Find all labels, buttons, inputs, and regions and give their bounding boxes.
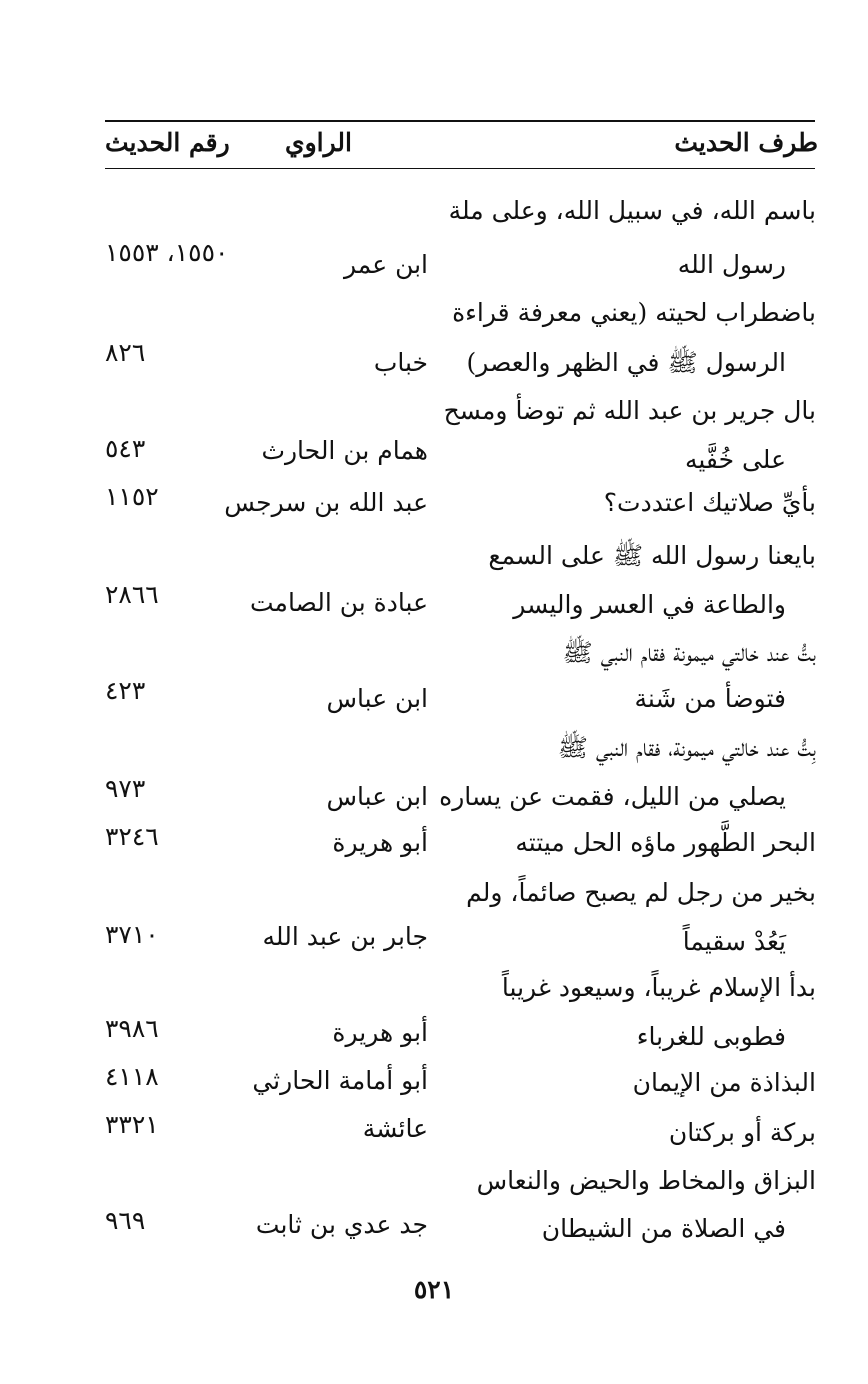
entry-narrator: جد عدي بن ثابت xyxy=(255,1210,428,1239)
entry-narrator: أبو هريرة xyxy=(332,828,428,857)
entry-narrator: عائشة xyxy=(362,1114,428,1143)
entry-number: ٣٢٤٦ xyxy=(105,822,159,851)
entry-text-line: بتُّ عند خالتي ميمونة فقام النبي ﷺ xyxy=(562,638,816,667)
entry-text-line: والطاعة في العسر واليسر xyxy=(513,590,786,619)
entry-narrator: أبو هريرة xyxy=(332,1018,428,1047)
entry-text-line: باضطراب لحيته (يعني معرفة قراءة xyxy=(452,298,816,327)
entry-text-line: بال جرير بن عبد الله ثم توضأ ومسح xyxy=(443,396,816,425)
top-rule xyxy=(105,120,815,122)
entry-text-line: بخير من رجل لم يصبح صائماً، ولم xyxy=(466,878,816,907)
entry-number: ٣٧١٠ xyxy=(105,920,159,949)
entry-number: ٩٦٩ xyxy=(105,1206,146,1235)
entry-number: ٥٤٣ xyxy=(105,434,146,463)
entry-text-line: البزاق والمخاط والحيض والنعاس xyxy=(476,1166,816,1195)
header-hadith-number: رقم الحديث xyxy=(105,128,230,157)
entry-text-line: فتوضأ من شَنة xyxy=(634,684,786,713)
entry-number: ٣٩٨٦ xyxy=(105,1014,159,1043)
entry-number: ٨٢٦ xyxy=(105,338,146,367)
entry-narrator: جابر بن عبد الله xyxy=(262,922,428,951)
entry-text-line: فطوبى للغرباء xyxy=(636,1022,786,1051)
entry-text-line: باسم الله، في سبيل الله، وعلى ملة xyxy=(448,196,816,225)
entry-text-line: رسول الله xyxy=(677,250,786,279)
header-narrator: الراوي xyxy=(285,128,352,157)
entry-number: ٩٧٣ xyxy=(105,774,146,803)
entry-number: ١١٥٢ xyxy=(105,482,159,511)
entry-narrator: ابن عباس xyxy=(326,684,428,713)
entry-text-line: بأيِّ صلاتيك اعتددت؟ xyxy=(603,488,816,517)
entry-narrator: خباب xyxy=(373,348,428,377)
header-hadith-text: طرف الحديث xyxy=(674,128,818,157)
entry-text-line: يصلي من الليل، فقمت عن يساره xyxy=(439,782,786,811)
entry-text-line: بدأ الإسلام غريباً، وسيعود غريباً xyxy=(501,973,816,1002)
entry-number: ٣٣٢١ xyxy=(105,1110,159,1139)
entry-narrator: عبد الله بن سرجس xyxy=(224,488,428,517)
entry-text-line: بايعنا رسول الله ﷺ على السمع xyxy=(488,541,816,570)
page-number: ٥٢١ xyxy=(413,1275,455,1304)
entry-text-line: البحر الطَّهور ماؤه الحل ميتته xyxy=(515,828,816,857)
entry-narrator: عبادة بن الصامت xyxy=(250,588,428,617)
entry-narrator: ابن عباس xyxy=(326,782,428,811)
entry-number: ١٥٥٠، ١٥٥٣ xyxy=(105,238,229,267)
entry-text-line: بِتُّ عند خالتي ميمونة، فقام النبي ﷺ xyxy=(557,733,816,762)
entry-narrator: أبو أمامة الحارثي xyxy=(252,1066,428,1095)
entry-text-line: بركة أو بركتان xyxy=(668,1118,816,1147)
entry-text-line: الرسول ﷺ في الظهر والعصر) xyxy=(466,348,786,377)
entry-text-line: يَعُدْ سقيماً xyxy=(682,927,786,956)
entry-narrator: همام بن الحارث xyxy=(261,436,428,465)
entry-text-line: في الصلاة من الشيطان xyxy=(541,1214,786,1243)
entry-number: ٢٨٦٦ xyxy=(105,580,159,609)
entry-text-line: على خُفَّيه xyxy=(684,445,786,474)
entry-text-line: البذاذة من الإيمان xyxy=(632,1068,816,1097)
entry-number: ٤١١٨ xyxy=(105,1062,159,1091)
entry-number: ٤٢٣ xyxy=(105,676,146,705)
entry-narrator: ابن عمر xyxy=(343,250,428,279)
header-rule xyxy=(105,168,815,169)
